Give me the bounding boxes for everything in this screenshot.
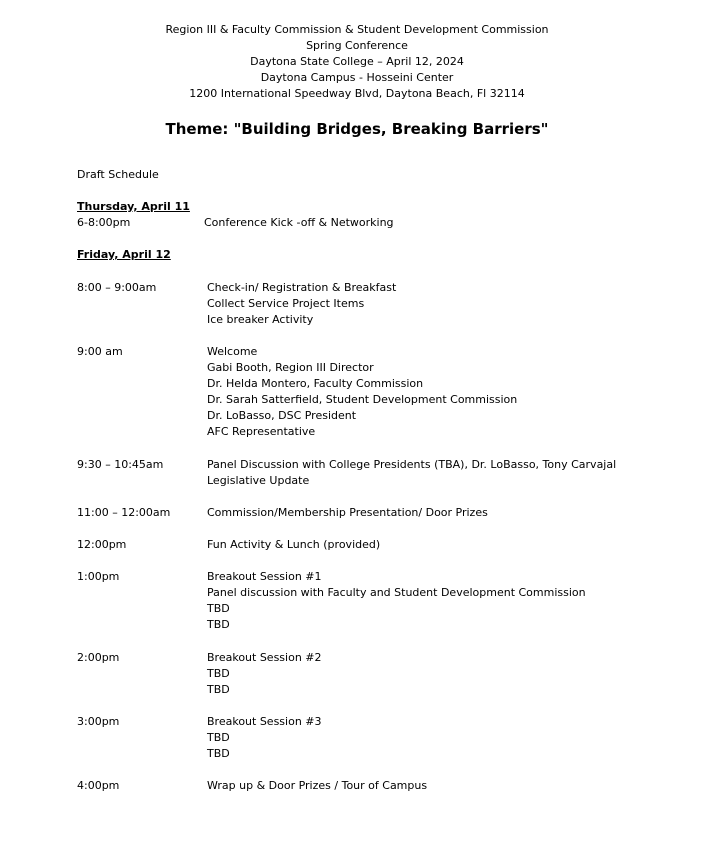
session-line: Welcome bbox=[207, 345, 258, 358]
session-line: Breakout Session #2 bbox=[207, 651, 322, 664]
session-time: 2:00pm bbox=[77, 651, 120, 664]
session-line: Wrap up & Door Prizes / Tour of Campus bbox=[207, 779, 428, 792]
header-venue: Daytona Campus - Hosseini Center bbox=[260, 71, 454, 84]
header-event-name: Spring Conference bbox=[306, 39, 408, 52]
session-time: 9:00 am bbox=[77, 345, 123, 358]
session-line: TBD bbox=[207, 618, 230, 631]
session-time: 12:00pm bbox=[77, 538, 127, 551]
session-time: 1:00pm bbox=[77, 570, 120, 583]
session-time: 11:00 – 12:00am bbox=[77, 506, 171, 519]
conference-theme: Theme: "Building Bridges, Breaking Barriers" bbox=[165, 120, 549, 138]
session-line: Breakout Session #1 bbox=[207, 570, 322, 583]
session-time: 4:00pm bbox=[77, 779, 120, 792]
session-line: Collect Service Project Items bbox=[207, 297, 365, 310]
thursday-time: 6-8:00pm bbox=[77, 216, 131, 229]
session-line: Gabi Booth, Region III Director bbox=[207, 361, 374, 374]
session-line: TBD bbox=[207, 667, 230, 680]
session-line: Dr. Helda Montero, Faculty Commission bbox=[207, 377, 424, 390]
session-line: TBD bbox=[207, 731, 230, 744]
session-line: AFC Representative bbox=[207, 425, 316, 438]
session-time: 8:00 – 9:00am bbox=[77, 281, 157, 294]
session-line: Ice breaker Activity bbox=[207, 313, 314, 326]
header-college-date: Daytona State College – April 12, 2024 bbox=[250, 55, 464, 68]
session-line: Fun Activity & Lunch (provided) bbox=[207, 538, 381, 551]
friday-heading: Friday, April 12 bbox=[77, 248, 171, 261]
session-line: TBD bbox=[207, 602, 230, 615]
session-line: Legislative Update bbox=[207, 474, 310, 487]
session-time: 3:00pm bbox=[77, 715, 120, 728]
session-line: TBD bbox=[207, 747, 230, 760]
session-line: Commission/Membership Presentation/ Door Prizes bbox=[207, 506, 488, 519]
session-time: 9:30 – 10:45am bbox=[77, 458, 164, 471]
session-line: Dr. Sarah Satterfield, Student Development Commission bbox=[207, 393, 518, 406]
thursday-heading: Thursday, April 11 bbox=[77, 200, 190, 213]
session-line: Breakout Session #3 bbox=[207, 715, 322, 728]
session-line: TBD bbox=[207, 683, 230, 696]
header-address: 1200 International Speedway Blvd, Daytona Beach, Fl 32114 bbox=[189, 87, 525, 100]
header-organizers: Region III & Faculty Commission & Student Development Commission bbox=[165, 23, 549, 36]
session-line: Panel Discussion with College Presidents (TBA), Dr. LoBasso, Tony Carvajal bbox=[207, 458, 617, 471]
thursday-event: Conference Kick -off & Networking bbox=[204, 216, 394, 229]
session-line: Panel discussion with Faculty and Student Development Commission bbox=[207, 586, 586, 599]
session-line: Dr. LoBasso, DSC President bbox=[207, 409, 357, 422]
session-line: Check-in/ Registration & Breakfast bbox=[207, 281, 397, 294]
draft-schedule-label: Draft Schedule bbox=[77, 168, 159, 181]
